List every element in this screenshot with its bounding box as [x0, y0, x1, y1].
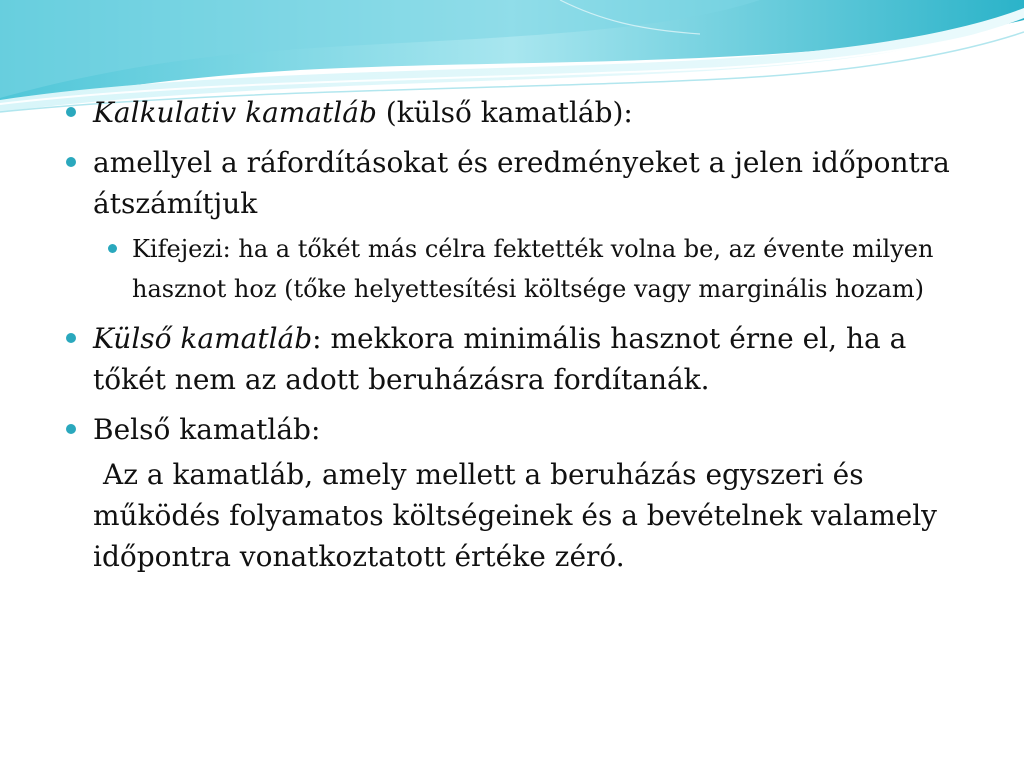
bullet-item-2: [66, 142, 966, 224]
bullet-item-1: [66, 92, 966, 133]
bullet-item-3: [66, 318, 966, 400]
sub-item-text: Kifejezi: ha a tőkét más célra fektették volna be, az évente milyen hasznot hoz (tőke helyettesítési költsége vagy marginális hozam): [132, 235, 934, 303]
sub-bullet-dot-icon: [108, 244, 117, 253]
item-text: amellyel a ráfordításokat és eredményeket a jelen időpontra átszámítjuk: [93, 146, 950, 220]
item-text: (külső kamatláb):: [376, 96, 633, 129]
item-text: : mekkora minimális hasznot érne el, ha a tőkét nem az adott beruházásra fordítanák.: [93, 322, 907, 396]
sub-bullet-item: [66, 229, 966, 309]
term-kalkulativ: Kalkulativ kamatláb: [93, 96, 377, 129]
definition-paragraph: Az a kamatláb, amely mellett a beruházás egyszeri és működés folyamatos költségeinek és a bevételnek valamely időpontra vonatkoztatott értéke zéró.: [93, 458, 937, 573]
term-kulso: Külső kamatláb: [93, 322, 313, 355]
bullet-dot-icon: [66, 107, 76, 117]
bullet-dot-icon: [66, 333, 76, 343]
item-text: Belső kamatláb:: [93, 413, 321, 446]
bullet-dot-icon: [66, 157, 76, 167]
bullet-dot-icon: [66, 424, 76, 434]
slide-body: [66, 92, 966, 577]
bullet-item-4: [66, 409, 966, 450]
